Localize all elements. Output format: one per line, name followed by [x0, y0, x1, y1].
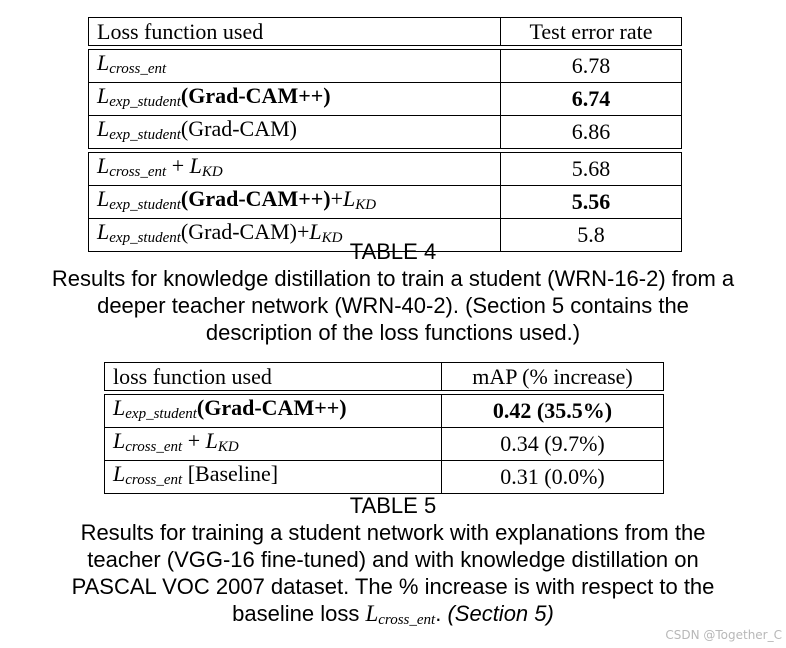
value-cell: 0.31 (0.0%)	[442, 461, 664, 494]
value-cell: 5.56	[501, 186, 682, 219]
table-row	[89, 186, 682, 219]
caption-line: deeper teacher network (WRN-40-2). (Section 5 contains the	[97, 293, 689, 318]
value-cell: 6.78	[501, 50, 682, 83]
table-row	[89, 50, 682, 83]
table-row	[89, 153, 682, 186]
caption-line: Results for training a student network with explanations from the	[80, 520, 706, 545]
loss-cell: Lexp_student(Grad-CAM++)+LKD	[89, 186, 501, 219]
table-5-caption	[0, 492, 786, 634]
table-5-title: TABLE 5	[349, 493, 437, 518]
caption-line: PASCAL VOC 2007 dataset. The % increase is with respect to the	[71, 574, 715, 599]
value-cell: 0.42 (35.5%)	[442, 395, 664, 428]
loss-cell: Lexp_student(Grad-CAM++)	[105, 395, 442, 428]
results-table-5	[104, 362, 664, 494]
table-4-caption	[0, 238, 786, 346]
value-cell: 5.68	[501, 153, 682, 186]
loss-cell: Lcross_ent	[89, 50, 501, 83]
value-cell: 0.34 (9.7%)	[442, 428, 664, 461]
header-test-error-rate: Test error rate	[501, 18, 682, 46]
caption-line: teacher (VGG-16 fine-tuned) and with knowledge distillation on	[87, 547, 699, 572]
table-row	[89, 83, 682, 116]
loss-cell: Lcross_ent + LKD	[105, 428, 442, 461]
table-row	[105, 428, 664, 461]
table-header-row	[105, 363, 664, 391]
loss-cell: Lexp_student(Grad-CAM++)	[89, 83, 501, 116]
value-cell: 6.86	[501, 116, 682, 149]
loss-cell: Lcross_ent + LKD	[89, 153, 501, 186]
table-row	[105, 395, 664, 428]
loss-cell: Lexp_student(Grad-CAM)	[89, 116, 501, 149]
caption-line: baseline loss Lcross_ent. (Section 5)	[232, 601, 554, 628]
caption-line: Results for knowledge distillation to train a student (WRN-16-2) from a	[51, 266, 735, 291]
table-row	[105, 461, 664, 494]
header-map-increase: mAP (% increase)	[442, 363, 664, 391]
header-loss-function: loss function used	[105, 363, 442, 391]
watermark: CSDN @Together_C	[665, 628, 782, 642]
loss-cell: Lexp_student(Grad-CAM)+LKD	[89, 219, 501, 252]
header-loss-function: Loss function used	[89, 18, 501, 46]
caption-line: description of the loss functions used.)	[205, 320, 581, 345]
loss-cell: Lcross_ent [Baseline]	[105, 461, 442, 494]
table-header-row	[89, 18, 682, 46]
table-row	[89, 116, 682, 149]
table-4-title: TABLE 4	[349, 239, 437, 264]
value-cell: 6.74	[501, 83, 682, 116]
value-cell: 5.8	[501, 219, 682, 252]
results-table-4	[88, 17, 682, 252]
